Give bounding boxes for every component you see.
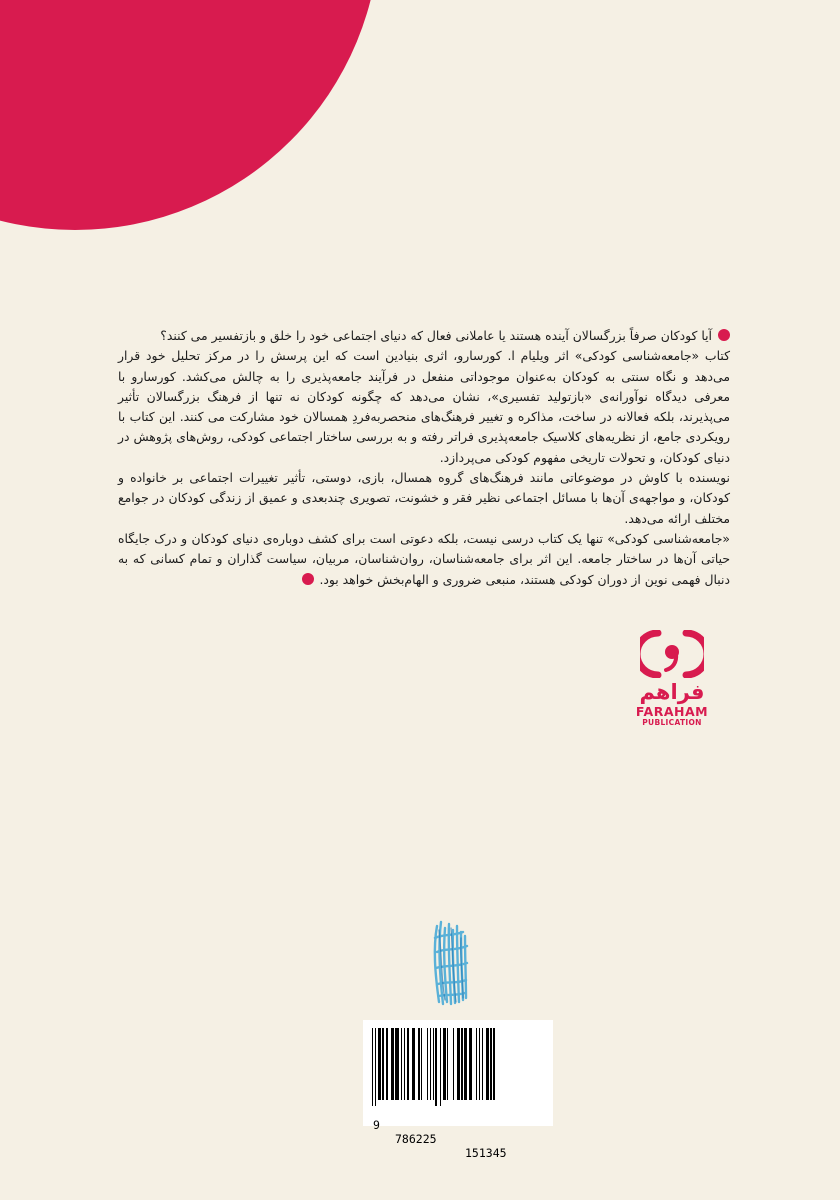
isbn-digits-right: 151345	[465, 1146, 507, 1160]
blurb-closing	[118, 529, 730, 590]
blurb-paragraph-1: آیا کودکان صرفاً بزرگسالان آینده هستند یا عاملانی فعال که دنیای اجتماعی خود را خلق و بازتفسیر می کنند؟	[160, 328, 712, 343]
blurb-paragraph-3: نویسنده با کاوش در موضوعاتی مانند فرهنگ‌های گروه همسال، بازی، دوستی، تأثیر تغییرات اجتماعی بر خانواده و کودکان، و مواجهه‌ی آن‌ها با مسائل اجتماعی نظیر فقر و خشونت، تصویری چندبعدی و عمیق از زندگی کودکان در جوامع مختلف ارائه می‌دهد.	[118, 470, 730, 526]
publisher-name-persian: فراهم	[639, 680, 705, 704]
isbn-digits-left: 786225	[395, 1132, 437, 1146]
isbn-barcode	[363, 1020, 553, 1160]
blurb-paragraph-2: کتاب «جامعه‌شناسی کودکی» اثر ویلیام ا. کورسارو، اثری بنیادین است که این پرسش را در مرکز تحلیل خود قرار می‌دهد و نگاه سنتی به کودکان به‌عنوان موجوداتی منفعل در فرآیند جامعه‌پذیری را به چالش می‌کشد. کورسارو با معرفی دیدگاه نوآورانه‌ی «بازتولید تفسیری»، نشان می‌دهد که چگونه کودکان نه تنها از فرهنگ بزرگسالان تأثیر می‌پذیرند، بلکه فعالانه در ساخت، مذاکره و تغییر فرهنگ‌های منحصربه‌فردِ همسالان خود مشارکت می کنند. این کتاب با رویکردی جامع، از نظریه‌های کلاسیک جامعه‌پذیری فراتر رفته و به بررسی ساختار اجتماعی کودکی، روش‌های پژوهش در دنیای کودکان، و تحولات تاریخی مفهوم کودکی می‌پردازد.	[118, 348, 730, 465]
isbn-digits-prefix: 9	[373, 1118, 380, 1132]
bullet-dot-icon	[718, 329, 730, 341]
faraham-logo-icon	[640, 630, 704, 678]
publisher-name-english: FARAHAM	[635, 704, 709, 719]
blue-crayon-scribble	[423, 918, 483, 1008]
decorative-pink-circle	[0, 0, 380, 230]
publisher-logo	[607, 630, 737, 728]
blurb-paragraph-4: «جامعه‌شناسی کودکی» تنها یک کتاب درسی نیست، بلکه دعوتی است برای کشف دوباره‌ی دنیای کودکان و درک جایگاه حیاتی آن‌ها در ساختار جامعه. این اثر برای جامعه‌شناسان، روان‌شناسان، مربیان، سیاست گذاران و تمام کسانی که به دنبال فهمی نوین از دوران کودکی هستند، منبعی ضروری و الهام‌بخش خواهد بود.	[118, 530, 730, 587]
publisher-subtitle: PUBLICATION	[642, 718, 702, 727]
bullet-dot-icon	[302, 573, 314, 585]
back-cover-blurb	[118, 326, 730, 590]
barcode-bars	[372, 1028, 542, 1100]
barcode-bar	[493, 1028, 494, 1100]
isbn-number	[363, 1104, 553, 1174]
blurb-question	[118, 326, 730, 346]
